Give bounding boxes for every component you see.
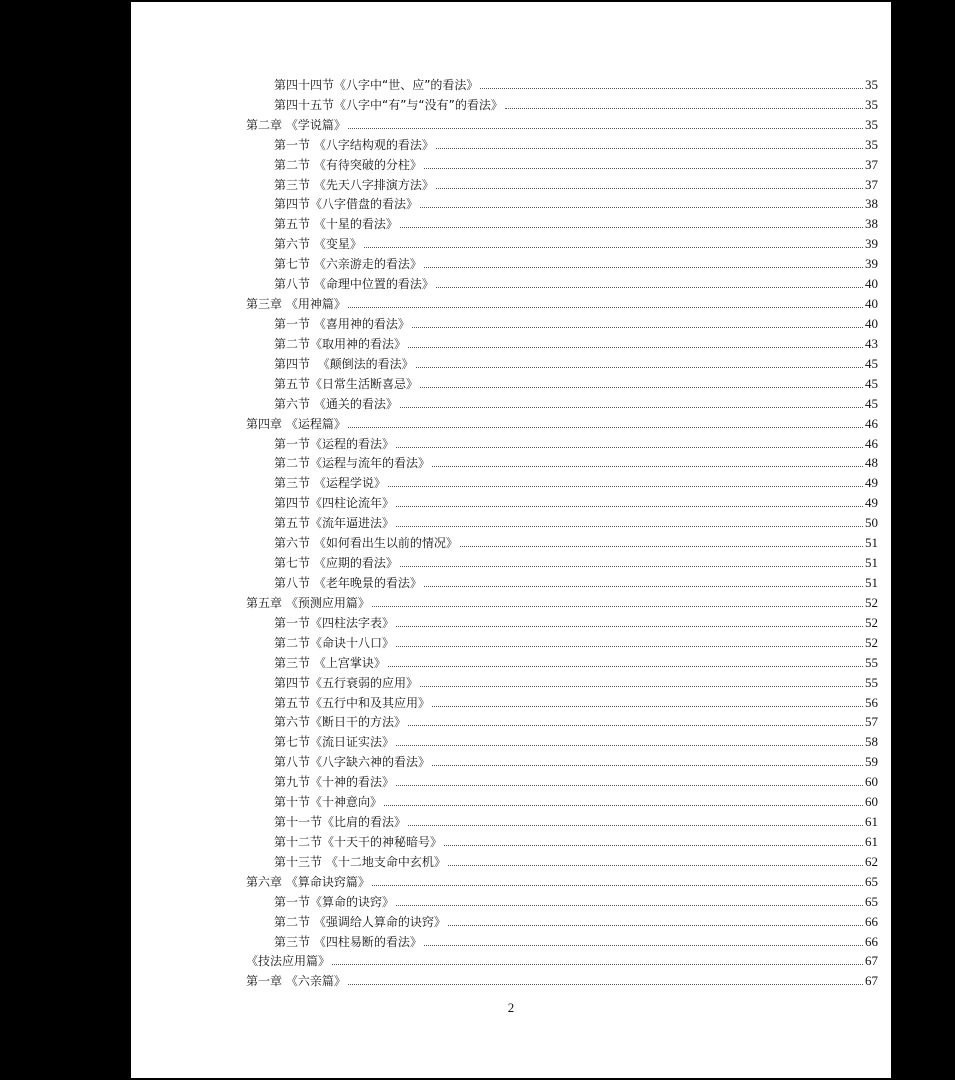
toc-section-entry[interactable] — [246, 172, 878, 192]
toc-section-entry[interactable] — [246, 809, 878, 829]
toc-entry-title: 第七节《流日证实法》 — [274, 735, 395, 750]
toc-entry-title: 第三节 《上宫掌诀》 — [274, 655, 386, 670]
toc-entry-title: 第五节《日常生活断喜忌》 — [274, 376, 419, 391]
toc-entry-page-number: 35 — [865, 96, 878, 112]
toc-entry-page-number: 65 — [865, 873, 878, 889]
toc-section-entry[interactable] — [246, 152, 878, 172]
toc-entry-page-number: 40 — [865, 296, 878, 312]
toc-entry-title: 第十节《十神意向》 — [274, 795, 383, 810]
toc-section-entry[interactable] — [246, 431, 878, 451]
toc-section-entry[interactable] — [246, 630, 878, 650]
dot-leader — [396, 525, 863, 527]
toc-entry-title: 第六节《断日干的方法》 — [274, 715, 407, 730]
toc-entry-title: 第四节《八字借盘的看法》 — [274, 197, 419, 212]
toc-entry-title: 第五节 《十星的看法》 — [274, 217, 398, 232]
dot-leader — [432, 465, 863, 467]
toc-entry-title: 第六节 《变星》 — [274, 237, 362, 252]
toc-entry-title: 第三章 《用神篇》 — [246, 297, 346, 312]
toc-entry-title: 第一节 《八字结构观的看法》 — [274, 137, 434, 152]
toc-entry-title: 第四节 《颠倒法的看法》 — [274, 356, 414, 371]
toc-section-entry[interactable] — [246, 331, 878, 351]
toc-chapter-entry[interactable] — [246, 869, 878, 889]
dot-leader — [400, 565, 863, 567]
toc-section-entry[interactable] — [246, 371, 878, 391]
toc-entry-title: 第二节《运程与流年的看法》 — [274, 456, 431, 471]
dot-leader — [400, 406, 863, 408]
toc-entry-page-number: 55 — [865, 654, 878, 670]
toc-entry-title: 《技法应用篇》 — [246, 954, 331, 969]
toc-section-entry[interactable] — [246, 351, 878, 371]
toc-entry-page-number: 59 — [865, 754, 878, 770]
toc-entry-title: 第二节 《强调给人算命的诀窍》 — [274, 914, 446, 929]
toc-section-entry[interactable] — [246, 490, 878, 510]
toc-entry-title: 第三节 《运程学说》 — [274, 476, 386, 491]
toc-chapter-entry[interactable] — [246, 112, 878, 132]
toc-entry-page-number: 51 — [865, 555, 878, 571]
toc-entry-page-number: 57 — [865, 714, 878, 730]
dot-leader — [444, 844, 863, 846]
toc-entry-page-number: 65 — [865, 893, 878, 909]
toc-entry-page-number: 52 — [865, 594, 878, 610]
toc-chapter-entry[interactable] — [246, 968, 878, 988]
document-page — [131, 2, 891, 1078]
toc-section-entry[interactable] — [246, 192, 878, 212]
toc-entry-page-number: 52 — [865, 634, 878, 650]
toc-entry-title: 第四十五节《八字中“有”与“没有”的看法》 — [274, 97, 503, 112]
toc-entry-page-number: 56 — [865, 694, 878, 710]
dot-leader — [396, 625, 863, 627]
table-of-contents — [246, 72, 878, 988]
toc-entry-title: 第一节《运程的看法》 — [274, 436, 395, 451]
toc-entry-title: 第二章 《学说篇》 — [246, 117, 346, 132]
toc-entry-title: 第二节 《有待突破的分柱》 — [274, 157, 422, 172]
toc-section-entry[interactable] — [246, 391, 878, 411]
toc-section-entry[interactable] — [246, 451, 878, 471]
toc-entry-page-number: 52 — [865, 614, 878, 630]
toc-section-entry[interactable] — [246, 231, 878, 251]
toc-section-entry[interactable] — [246, 789, 878, 809]
toc-entry-page-number: 67 — [865, 953, 878, 969]
dot-leader — [420, 386, 863, 388]
dot-leader — [372, 605, 863, 607]
toc-entry-title: 第十一节《比肩的看法》 — [274, 815, 407, 830]
toc-entry-page-number: 39 — [865, 236, 878, 252]
toc-entry-title: 第二节《取用神的看法》 — [274, 336, 407, 351]
dot-leader — [436, 147, 863, 149]
dot-leader — [396, 784, 863, 786]
dot-leader — [408, 346, 863, 348]
toc-section-entry[interactable] — [246, 929, 878, 949]
toc-entry-title: 第七节 《应期的看法》 — [274, 556, 398, 571]
toc-entry-title: 第三节 《四柱易断的看法》 — [274, 934, 422, 949]
dot-leader — [408, 724, 863, 726]
toc-entry-page-number: 46 — [865, 435, 878, 451]
toc-entry-page-number: 67 — [865, 973, 878, 989]
dot-leader — [420, 206, 863, 208]
toc-entry-page-number: 38 — [865, 196, 878, 212]
dot-leader — [396, 645, 863, 647]
toc-entry-page-number: 51 — [865, 535, 878, 551]
dot-leader — [424, 944, 863, 946]
toc-section-entry[interactable] — [246, 889, 878, 909]
toc-section-entry[interactable] — [246, 132, 878, 152]
dot-leader — [436, 187, 863, 189]
dot-leader — [424, 585, 863, 587]
toc-entry-page-number: 48 — [865, 455, 878, 471]
dot-leader — [348, 426, 863, 428]
dot-leader — [396, 446, 863, 448]
toc-section-entry[interactable] — [246, 829, 878, 849]
toc-entry-title: 第十三节 《十二地支命中玄机》 — [274, 854, 446, 869]
toc-entry-page-number: 38 — [865, 216, 878, 232]
toc-entry-title: 第六章 《算命诀窍篇》 — [246, 874, 370, 889]
toc-entry-title: 第一章 《六亲篇》 — [246, 974, 346, 989]
toc-entry-page-number: 45 — [865, 375, 878, 391]
toc-entry-title: 第一节 《喜用神的看法》 — [274, 316, 410, 331]
toc-chapter-entry[interactable] — [246, 949, 878, 969]
toc-entry-page-number: 50 — [865, 515, 878, 531]
toc-entry-page-number: 40 — [865, 276, 878, 292]
toc-chapter-entry[interactable] — [246, 291, 878, 311]
toc-entry-title: 第三节 《先天八字排演方法》 — [274, 177, 434, 192]
toc-entry-page-number: 60 — [865, 774, 878, 790]
toc-entry-title: 第四节《五行衰弱的应用》 — [274, 675, 419, 690]
toc-section-entry[interactable] — [246, 510, 878, 530]
toc-section-entry[interactable] — [246, 749, 878, 769]
toc-section-entry[interactable] — [246, 729, 878, 749]
toc-section-entry[interactable] — [246, 72, 878, 92]
toc-entry-title: 第五章 《预测应用篇》 — [246, 595, 370, 610]
toc-section-entry[interactable] — [246, 470, 878, 490]
toc-entry-title: 第九节《十神的看法》 — [274, 775, 395, 790]
dot-leader — [448, 864, 863, 866]
toc-section-entry[interactable] — [246, 650, 878, 670]
toc-entry-page-number: 55 — [865, 674, 878, 690]
dot-leader — [348, 127, 863, 129]
toc-entry-page-number: 43 — [865, 335, 878, 351]
toc-entry-title: 第六节 《如何看出生以前的情况》 — [274, 536, 458, 551]
dot-leader — [400, 226, 863, 228]
toc-chapter-entry[interactable] — [246, 411, 878, 431]
toc-entry-page-number: 61 — [865, 814, 878, 830]
toc-entry-title: 第五节《流年逼进法》 — [274, 516, 395, 531]
toc-entry-page-number: 58 — [865, 734, 878, 750]
dot-leader — [460, 545, 863, 547]
toc-section-entry[interactable] — [246, 849, 878, 869]
dot-leader — [432, 764, 863, 766]
dot-leader — [388, 665, 863, 667]
toc-section-entry[interactable] — [246, 570, 878, 590]
dot-leader — [505, 107, 863, 109]
toc-entry-page-number: 61 — [865, 833, 878, 849]
toc-entry-title: 第四节《四柱论流年》 — [274, 496, 395, 511]
toc-entry-page-number: 37 — [865, 156, 878, 172]
toc-section-entry[interactable] — [246, 530, 878, 550]
toc-entry-title: 第一节《算命的诀窍》 — [274, 894, 395, 909]
page-number: 2 — [507, 1000, 515, 1015]
toc-entry-page-number: 45 — [865, 395, 878, 411]
dot-leader — [396, 904, 863, 906]
toc-entry-title: 第四十四节《八字中“世、应”的看法》 — [274, 77, 479, 92]
toc-entry-page-number: 35 — [865, 116, 878, 132]
dot-leader — [416, 366, 863, 368]
dot-leader — [348, 306, 863, 308]
dot-leader — [436, 286, 863, 288]
toc-entry-title: 第五节《五行中和及其应用》 — [274, 695, 431, 710]
dot-leader — [420, 685, 863, 687]
toc-section-entry[interactable] — [246, 271, 878, 291]
toc-entry-page-number: 45 — [865, 355, 878, 371]
toc-entry-page-number: 40 — [865, 315, 878, 331]
toc-section-entry[interactable] — [246, 670, 878, 690]
toc-entry-page-number: 37 — [865, 176, 878, 192]
toc-entry-page-number: 39 — [865, 256, 878, 272]
dot-leader — [424, 167, 863, 169]
dot-leader — [388, 485, 863, 487]
toc-entry-page-number: 49 — [865, 495, 878, 511]
toc-entry-title: 第十二节《十天干的神秘暗号》 — [274, 834, 443, 849]
toc-section-entry[interactable] — [246, 909, 878, 929]
toc-section-entry[interactable] — [246, 769, 878, 789]
toc-section-entry[interactable] — [246, 251, 878, 271]
toc-section-entry[interactable] — [246, 710, 878, 730]
toc-entry-title: 第二节《命诀十八口》 — [274, 635, 395, 650]
toc-entry-page-number: 46 — [865, 415, 878, 431]
dot-leader — [424, 266, 863, 268]
toc-entry-title: 第八节 《老年晚景的看法》 — [274, 575, 422, 590]
dot-leader — [396, 505, 863, 507]
toc-entry-page-number: 60 — [865, 794, 878, 810]
toc-section-entry[interactable] — [246, 690, 878, 710]
toc-entry-title: 第八节 《命理中位置的看法》 — [274, 277, 434, 292]
toc-entry-page-number: 35 — [865, 136, 878, 152]
toc-section-entry[interactable] — [246, 610, 878, 630]
dot-leader — [412, 326, 863, 328]
dot-leader — [396, 744, 863, 746]
toc-entry-title: 第七节 《六亲游走的看法》 — [274, 257, 422, 272]
toc-entry-page-number: 66 — [865, 913, 878, 929]
toc-entry-title: 第四章 《运程篇》 — [246, 416, 346, 431]
dot-leader — [372, 884, 863, 886]
toc-section-entry[interactable] — [246, 211, 878, 231]
toc-section-entry[interactable] — [246, 550, 878, 570]
toc-chapter-entry[interactable] — [246, 590, 878, 610]
toc-entry-title: 第一节《四柱法字表》 — [274, 615, 395, 630]
dot-leader — [364, 246, 863, 248]
toc-section-entry[interactable] — [246, 311, 878, 331]
toc-entry-page-number: 35 — [865, 76, 878, 92]
dot-leader — [480, 87, 863, 89]
toc-entry-page-number: 66 — [865, 933, 878, 949]
toc-entry-page-number: 49 — [865, 475, 878, 491]
toc-section-entry[interactable] — [246, 92, 878, 112]
toc-entry-page-number: 62 — [865, 853, 878, 869]
dot-leader — [408, 824, 863, 826]
dot-leader — [432, 705, 863, 707]
dot-leader — [384, 804, 863, 806]
dot-leader — [448, 924, 863, 926]
dot-leader — [332, 963, 863, 965]
toc-entry-title: 第八节《八字缺六神的看法》 — [274, 755, 431, 770]
toc-entry-title: 第六节 《通关的看法》 — [274, 396, 398, 411]
toc-entry-page-number: 51 — [865, 574, 878, 590]
dot-leader — [348, 983, 863, 985]
